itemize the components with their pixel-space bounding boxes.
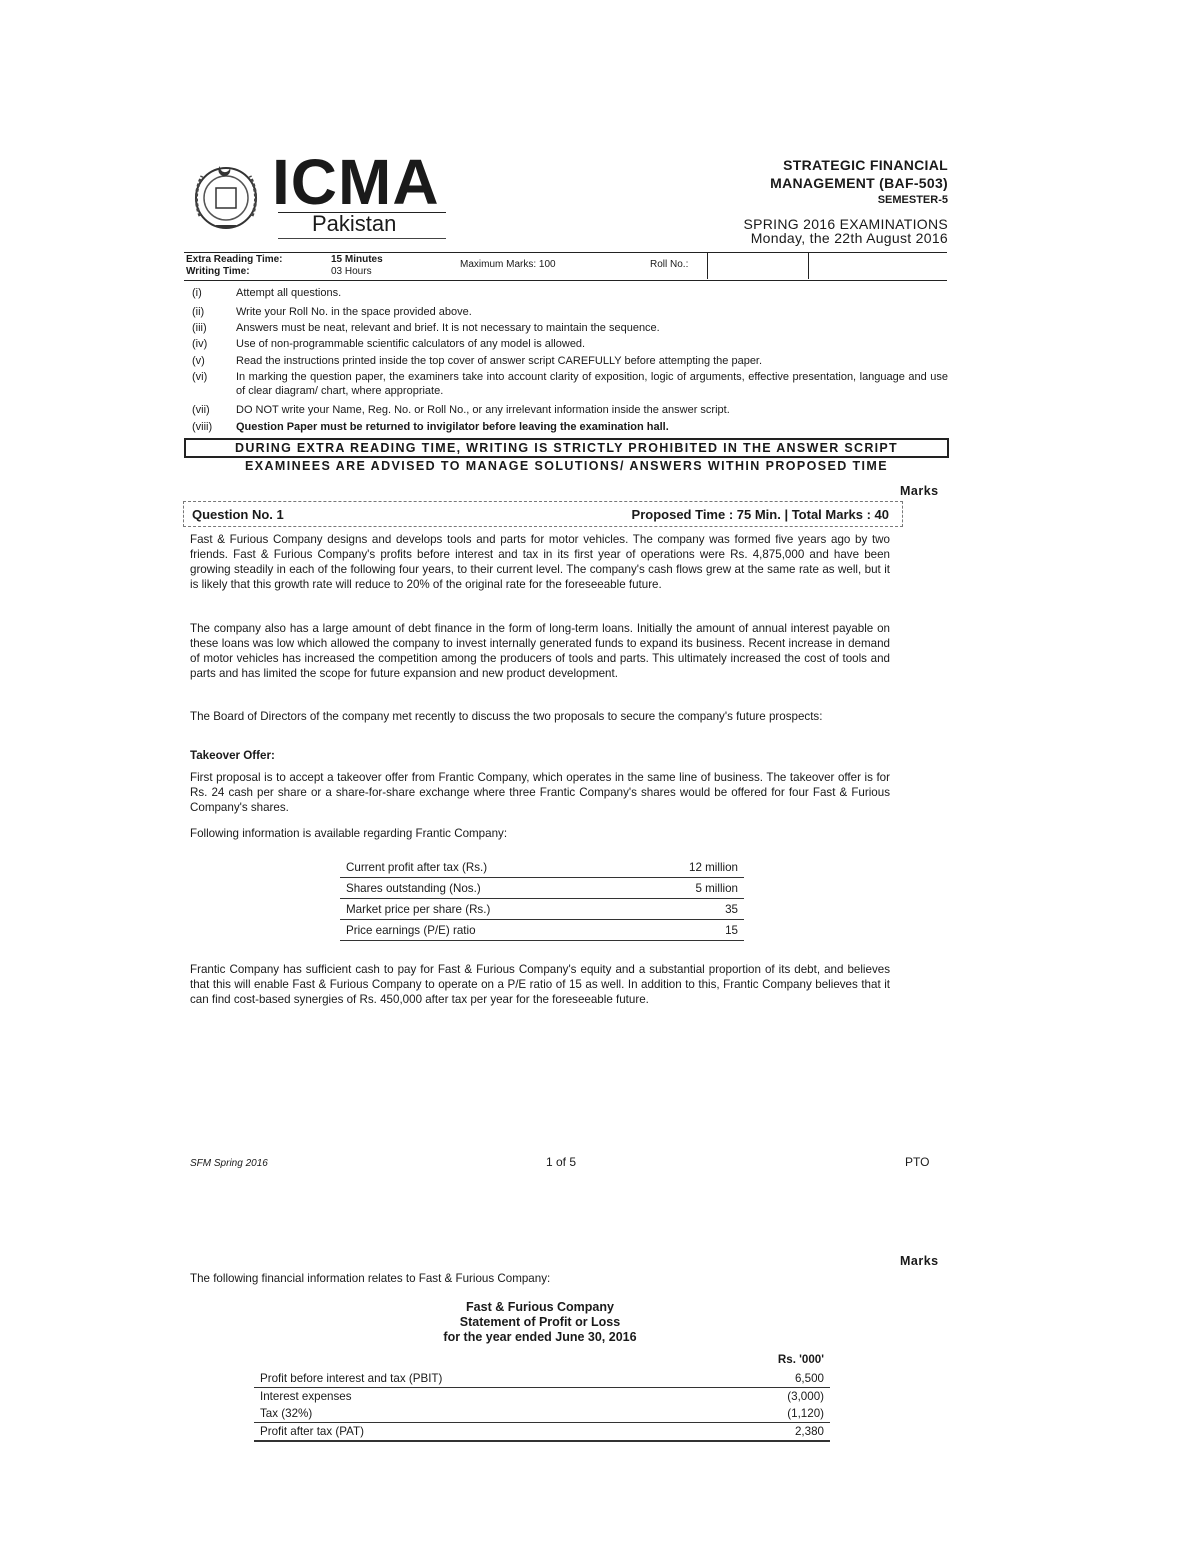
extra-reading-time-value: 15 Minutes <box>331 254 383 265</box>
extra-reading-time-label: Extra Reading Time: <box>186 254 283 265</box>
semester-label: SEMESTER-5 <box>877 194 948 206</box>
page-number: 1 of 5 <box>546 1155 577 1169</box>
table-row <box>340 899 744 920</box>
paragraph: Following information is available regarding Frantic Company: <box>190 827 508 840</box>
table-cell-value: 12 million <box>642 857 744 878</box>
icma-logo-text: ICMA <box>272 146 440 218</box>
footer-paper-code: SFM Spring 2016 <box>190 1158 268 1169</box>
table-cell-value: 15 <box>642 920 744 941</box>
table-cell-label: Profit after tax (PAT) <box>260 1425 364 1438</box>
paragraph: First proposal is to accept a takeover offer from Frantic Company, which operates in the same line of business. The takeover offer is for Rs. 24 cash per share or a share-for-share exchange where three Frantic Company's shares would be offered for four Fast & Furious Company's shares. <box>190 771 890 814</box>
table-row <box>340 878 744 899</box>
statement-unit: Rs. '000' <box>777 1353 824 1366</box>
question-number: Question No. 1 <box>192 507 284 522</box>
instruction-number: (i) <box>192 287 202 299</box>
instruction-text: Write your Roll No. in the space provided above. <box>236 306 472 318</box>
instruction-text: Answers must be neat, relevant and brief. It is not necessary to maintain the sequence. <box>236 322 660 334</box>
paragraph: Frantic Company has sufficient cash to pay for Fast & Furious Company's equity and a substantial proportion of its debt, and believes that this will enable Fast & Furious Company to operate on a P/E ratio of 15 as well. In addition to this, Frantic Company believes that it can find cost-based synergies of Rs. 450,000 after tax per year for the foreseeable future. <box>190 963 890 1006</box>
instruction-text: Use of non-programmable scientific calculators of any model is allowed. <box>236 338 586 350</box>
exam-info-strip <box>184 252 947 281</box>
pto-label: PTO <box>905 1155 930 1169</box>
instruction-number: (v) <box>192 355 205 367</box>
instruction-number: (iii) <box>192 322 207 334</box>
maximum-marks: Maximum Marks: 100 <box>460 259 556 270</box>
reading-time-warning: DURING EXTRA READING TIME, WRITING IS STRICTLY PROHIBITED IN THE ANSWER SCRIPT <box>184 438 949 458</box>
table-cell-value: 2,380 <box>794 1425 824 1438</box>
table-cell-label: Price earnings (P/E) ratio <box>340 920 642 941</box>
time-management-notice: EXAMINEES ARE ADVISED TO MANAGE SOLUTIONS/ ANSWERS WITHIN PROPOSED TIME <box>245 459 888 473</box>
profit-loss-table <box>254 1370 830 1442</box>
writing-time-label: Writing Time: <box>186 266 250 277</box>
writing-time-value: 03 Hours <box>331 266 372 277</box>
table-cell-value: 5 million <box>642 878 744 899</box>
logo-underline <box>278 238 446 239</box>
table-row <box>254 1388 830 1405</box>
table-cell-value: 6,500 <box>794 1372 824 1385</box>
instruction-number: (viii) <box>192 421 213 433</box>
paragraph: The Board of Directors of the company met recently to discuss the two proposals to secure the company's future prospects: <box>190 710 823 723</box>
statement-company-title: Fast & Furious Company <box>466 1300 614 1314</box>
table-row <box>254 1370 830 1388</box>
table-cell-label: Tax (32%) <box>260 1407 313 1420</box>
roll-number-label: Roll No.: <box>650 259 689 270</box>
table-row <box>340 920 744 941</box>
marks-column-label: Marks <box>900 484 939 498</box>
roll-number-box[interactable] <box>707 252 809 279</box>
exam-session: SPRING 2016 EXAMINATIONS <box>743 216 948 232</box>
question-time-marks: Proposed Time : 75 Min. | Total Marks : 40 <box>631 507 889 522</box>
icma-seal-logo <box>186 156 266 236</box>
exam-date: Monday, the 22th August 2016 <box>750 230 948 246</box>
instruction-number: (vi) <box>192 371 208 383</box>
table-cell-label: Current profit after tax (Rs.) <box>340 857 642 878</box>
instruction-text: Question Paper must be returned to invigilator before leaving the examination hall. <box>236 421 669 433</box>
table-row <box>254 1423 830 1442</box>
instruction-number: (ii) <box>192 306 205 318</box>
table-cell-label: Market price per share (Rs.) <box>340 899 642 920</box>
table-cell-value: (3,000) <box>787 1390 824 1403</box>
table-cell-label: Profit before interest and tax (PBIT) <box>260 1372 443 1385</box>
instruction-text: Read the instructions printed inside the top cover of answer script CAREFULLY before attempting the paper. <box>236 355 763 367</box>
instruction-text: In marking the question paper, the examiners take into account clarity of exposition, logic of arguments, effective presentation, language and use of clear diagram/ chart, where appropriate. <box>236 371 948 397</box>
subject-title-line2: MANAGEMENT (BAF-503) <box>770 175 948 191</box>
takeover-offer-heading: Takeover Offer: <box>190 749 275 762</box>
paragraph: The company also has a large amount of debt finance in the form of long-term loans. Initially the amount of annual interest payable on these loans was low which allowed the company to invest internally generated funds to expand its business. Recent increase in demand of motor vehicles has increased the competition among the producers of tools and parts. This ultimately increased the cost of tools and parts and has limited the scope for future expansion and new product development. <box>190 622 890 680</box>
instruction-number: (iv) <box>192 338 208 350</box>
table-cell-value: 35 <box>642 899 744 920</box>
statement-period: for the year ended June 30, 2016 <box>443 1330 637 1344</box>
subject-title-line1: STRATEGIC FINANCIAL <box>783 157 948 173</box>
frantic-company-table <box>340 857 744 941</box>
instruction-number: (vii) <box>192 404 210 416</box>
table-cell-label: Interest expenses <box>260 1390 352 1403</box>
instruction-text: Attempt all questions. <box>236 287 342 299</box>
statement-title: Statement of Profit or Loss <box>459 1315 621 1329</box>
paragraph: Fast & Furious Company designs and develops tools and parts for motor vehicles. The company was formed five years ago by two friends. Fast & Furious Company's profits before interest and tax in its first year of operations were Rs. 4,875,000 and have been growing steadily in each of the following four years, to their current level. The company's cash flows grew at the same rate as well, but it is likely that this growth rate will reduce to 20% of the original rate for the foreseeable future. <box>190 533 890 591</box>
marks-column-label: Marks <box>900 1254 939 1268</box>
paragraph: The following financial information relates to Fast & Furious Company: <box>190 1272 551 1285</box>
icma-logo-pakistan: Pakistan <box>312 211 397 236</box>
table-row <box>254 1405 830 1423</box>
table-cell-value: (1,120) <box>787 1407 824 1420</box>
table-cell-label: Shares outstanding (Nos.) <box>340 878 642 899</box>
table-row <box>340 857 744 878</box>
instruction-text: DO NOT write your Name, Reg. No. or Roll No., or any irrelevant information inside the answer script. <box>236 404 730 416</box>
